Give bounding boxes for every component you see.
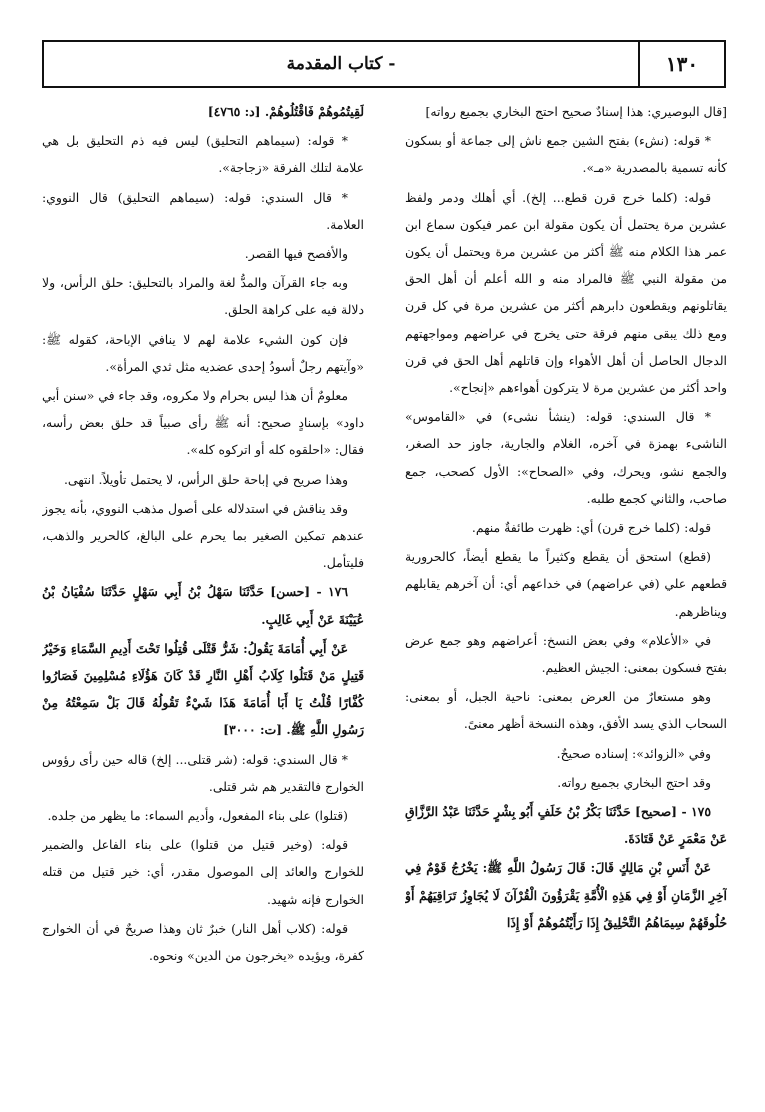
page-header (42, 40, 726, 88)
paragraph: والأفصح فيها القصر. (244, 246, 348, 262)
paragraph: فإن كون الشيء علامة لهم لا ينافي الإباحة، كقوله ﷺ: «وآيتهم رجلٌ أسودُ إحدى عضديه مثل ثدي المرأة». (42, 331, 364, 374)
hadith-chain: ١٧٥ - [صحيح] حَدَّثَنَا بَكْرُ بْنُ خَلَفٍ أَبُو بِشْرٍ حَدَّثَنَا عَبْدُ الرَّزَّاقِ عَنْ مَعْمَرٍ عَنْ قَتَادَةَ. (405, 804, 727, 847)
hadith-text: عَنْ أَنَسِ بْنِ مَالِكٍ قَالَ: قَالَ رَسُولُ اللَّهِ ﷺ: يَخْرُجُ قَوْمٌ فِي آخِرِ الزَّمَانِ أَوْ فِي هَذِهِ الْأُمَّةِ يَقْرَؤُونَ الْقُرْآنَ لَا يُجَاوِزُ تَرَاقِيَهُمْ أَوْ حُلُوقَهُمْ سِيمَاهُمُ التَّحْلِيقُ إِذَا رَأَيْتُمُوهُمْ أَوْ إِذَا (405, 860, 727, 930)
left-column (42, 98, 364, 1098)
right-column (405, 98, 727, 1098)
paragraph: قوله: (كلما خرج قرن) أي: ظهرت طائفةٌ منهم. (471, 520, 711, 536)
paragraph: معلومٌ أن هذا ليس بحرام ولا مكروه، وقد جاء في «سنن أبي داود» بإسنادٍ صحيح: أنه ﷺ رأى صبياً قد حلق بعض رأسه، فقال: «احلقوه كله أو اتركوه كله». (42, 388, 364, 458)
paragraph: (قطع) استحق أن يقطع وكثيراً ما يقطع أيضاً، كالحرورية قطعهم علي (في عراضهم) في خداعهم أي: أن آخرهم يقابلهم ويناظرهم. (405, 549, 727, 619)
paragraph: وفي «الزوائد»: إسناده صحيحٌ. (556, 745, 711, 761)
hadith-chain: ١٧٦ - [حسن] حَدَّثَنَا سَهْلُ بْنُ أَبِي سَهْلٍ حَدَّثَنَا سُفْيَانُ بْنُ عُيَيْنَةَ عَنْ أَبِي غَالِبٍ. (42, 584, 364, 627)
paragraph: قوله: (كلما خرج قرن قطع... إلخ). أي أهلك ودمر ولفظ عشرين مرة يحتمل أن يكون مقولة ابن عمر فيكون سماع ابن عمر هذا الكلام منه ﷺ أكثر من عشرين مرة ويحتمل أن يكون من مقولة النبي ﷺ فالمراد منه و الله أعلم أن أهل الحق يقاتلونهم ويقطعون دابرهم أكثر من عشرين مرة في كل قرن ومع ذلك يبقى منهم فرقة حتى يخرج في عراضهم ومواجهتهم الدجال الحاصل أن أهل الأهواء وإن قاتلهم أهل الحق في قرن واحد أكثر من عشرين مرة لا يتركون أهواءهم «إنجاح». (405, 189, 727, 396)
paragraph: * قوله: (نشء) بفتح الشين جمع ناش إلى جماعة أو بسكون كأنه تسمية بالمصدرية «مـ». (405, 133, 727, 176)
paragraph: (قتلوا) على بناء المفعول، وأديم السماء: ما يظهر من جلده. (47, 808, 348, 824)
paragraph: وهذا صريح في إباحة حلق الرأس، لا يحتمل تأويلاً. انتهى. (63, 471, 348, 487)
paragraph: * قال السندي: قوله: (ينشأ نشىء) في «القاموس» الناشىء بهمزة في آخره، الغلام والجارية، جاوز حد الصغر، والجمع نشو، ويحرك، وفي «الصحاح»: الأول كصحب، جمع صاحب، والثاني كجمع طلبه. (405, 409, 727, 506)
hadith-text: لَقِيتُمُوهُمْ فَاقْتُلُوهُمْ. [د: ٤٧٦٥] (207, 104, 364, 119)
paragraph: وبه جاء القرآن والمدُّ لغة والمراد بالتحليق: حلق الرأس، ولا دلالة فيه على كراهة الحلق. (42, 275, 364, 318)
paragraph: وقد يناقش في استدلاله على أصول مذهب النووي، بأنه يجوز عندهم تمكين الصغير بما يحرم على البالغ، كالحرير والذهب، فليتأمل. (42, 500, 364, 571)
book-title: - كتاب المقدمة (286, 54, 396, 74)
hadith-text: عَنْ أَبِي أُمَامَةَ يَقُولُ: شَرُّ قَتْلَى قُتِلُوا تَحْتَ أَدِيمِ السَّمَاءِ وَخَيْرُ قَتِيلٍ مَنْ قَتَلُوا كِلَابُ أَهْلِ النَّارِ قَدْ كَانَ هَؤُلَاءِ مُسْلِمِينَ فَصَارُوا كُفَّارًا قُلْتُ يَا أَبَا أُمَامَةَ هَذَا شَيْءٌ تَقُولُهُ قَالَ بَلْ سَمِعْتُهُ مِنْ رَسُولِ اللَّهِ ﷺ. [ت: ٣٠٠٠] (42, 640, 364, 738)
paragraph: وقد احتج البخاري بجميع رواته. (557, 774, 711, 790)
paragraph: قوله: (كلاب أهل النار) خبرٌ ثان وهذا صريحٌ في أن الخوارج كفرة، ويؤيده «يخرجون من الدين» ونحوه. (42, 920, 364, 964)
paragraph: * قال السندي: قوله: (شر قتلى... إلخ) قاله حين رأى رؤوس الخوارج فالتقدير هم شر قتلى. (42, 751, 364, 794)
paragraph: * قال السندي: قوله: (سيماهم التحليق) قال النووي: العلامة. (42, 189, 364, 232)
paragraph: وهو مستعارٌ من العرض بمعنى: ناحية الجبل، أو بمعنى: السحاب الذي يسد الأفق، وهذه النسخة أظهر معنىً. (405, 689, 727, 732)
paragraph: * قوله: (سيماهم التحليق) ليس فيه ذم التحليق بل هي علامة لتلك الفرقة «زجاجة». (42, 133, 364, 176)
paragraph: في «الأعلام» وفي بعض النسخ: أعراضهم وهو جمع عرض بفتح فسكون بمعنى: الجيش العظيم. (405, 632, 727, 676)
paragraph: [قال البوصيري: هذا إسنادٌ صحيح احتج البخاري بجميع رواته] (425, 104, 727, 119)
page-number: ١٣٠ (665, 52, 699, 76)
paragraph: قوله: (وخير قتيل من قتلوا) على بناء الفاعل والضمير للخوارج والعائد إلى الموصول مقدر، أي: خير قتيل من قتله الخوارج فإنه شهيد. (42, 837, 364, 907)
